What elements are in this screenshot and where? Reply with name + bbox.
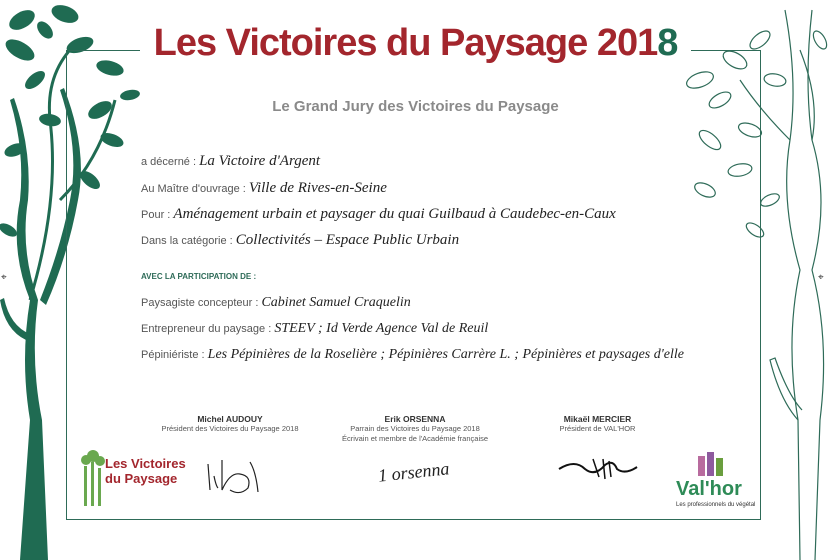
signatory-role: Parrain des Victoires du Paysage 2018 bbox=[350, 424, 480, 433]
category-label: Dans la catégorie : bbox=[141, 235, 236, 247]
jury-heading: Le Grand Jury des Victoires du Paysage bbox=[272, 98, 559, 115]
project-line bbox=[141, 205, 616, 223]
participant-label: Entrepreneur du paysage : bbox=[141, 323, 275, 335]
registration-mark-icon: ⌖ bbox=[818, 272, 824, 283]
title-main: Les Victoires du Paysage bbox=[153, 22, 588, 64]
participant-value: Cabinet Samuel Craquelin bbox=[261, 295, 411, 310]
signature-audouy bbox=[200, 452, 270, 500]
logo-line1: Les Victoires bbox=[105, 456, 186, 471]
participant-label: Paysagiste concepteur : bbox=[141, 297, 262, 309]
signatory-role: Président de VAL'HOR bbox=[559, 424, 636, 433]
category-value: Collectivités – Espace Public Urbain bbox=[235, 232, 460, 248]
owner-value: Ville de Rives-en-Seine bbox=[248, 180, 387, 196]
signatory-name: Mikaël MERCIER bbox=[563, 414, 632, 424]
valhor-logo-text: Val'hor bbox=[676, 478, 742, 500]
award-value: La Victoire d'Argent bbox=[199, 153, 321, 169]
logo-line2: du Paysage bbox=[105, 471, 178, 486]
registration-mark-icon: ⌖ bbox=[1, 272, 7, 283]
signatory-role-secondary: Écrivain et membre de l'Académie française bbox=[341, 434, 489, 443]
project-label: Pour : bbox=[141, 209, 174, 221]
participant-line bbox=[141, 319, 488, 337]
signatory-block bbox=[510, 414, 685, 434]
project-value: Aménagement urbain et paysager du quai Guilbaud à Caudebec-en-Caux bbox=[173, 206, 616, 222]
signatory-name: Erik ORSENNA bbox=[384, 414, 446, 424]
signatory-block bbox=[320, 414, 510, 444]
title-year-last: 8 bbox=[657, 22, 678, 64]
certificate-title bbox=[0, 22, 831, 65]
owner-line bbox=[141, 179, 387, 197]
participant-line bbox=[141, 293, 411, 311]
award-line bbox=[141, 152, 320, 170]
victoires-logo-text bbox=[105, 456, 186, 486]
signatory-name: Michel AUDOUY bbox=[197, 414, 263, 424]
valhor-tagline: Les professionnels du végétal bbox=[676, 502, 756, 508]
title-year-prefix: 201 bbox=[596, 22, 658, 64]
participant-line bbox=[141, 345, 684, 363]
valhor-logo-icon bbox=[698, 452, 724, 476]
category-line bbox=[141, 231, 459, 249]
owner-label: Au Maître d'ouvrage : bbox=[141, 183, 249, 195]
signature-mercier bbox=[555, 455, 640, 483]
participation-heading: AVEC LA PARTICIPATION DE : bbox=[141, 272, 257, 281]
signatory-block bbox=[140, 414, 320, 434]
participant-value: Les Pépinières de la Roselière ; Pépinières Carrère L. ; Pépinières et paysages d'elle bbox=[207, 347, 684, 362]
certificate-frame bbox=[66, 50, 761, 520]
participant-value: STEEV ; Id Verde Agence Val de Reuil bbox=[274, 321, 489, 336]
participant-label: Pépiniériste : bbox=[141, 349, 208, 361]
signatory-role: Président des Victoires du Paysage 2018 bbox=[161, 424, 299, 433]
signature-orsenna: 1 orsenna bbox=[377, 458, 451, 486]
award-label: a décerné : bbox=[141, 156, 200, 168]
victoires-logo-icon bbox=[80, 448, 106, 508]
